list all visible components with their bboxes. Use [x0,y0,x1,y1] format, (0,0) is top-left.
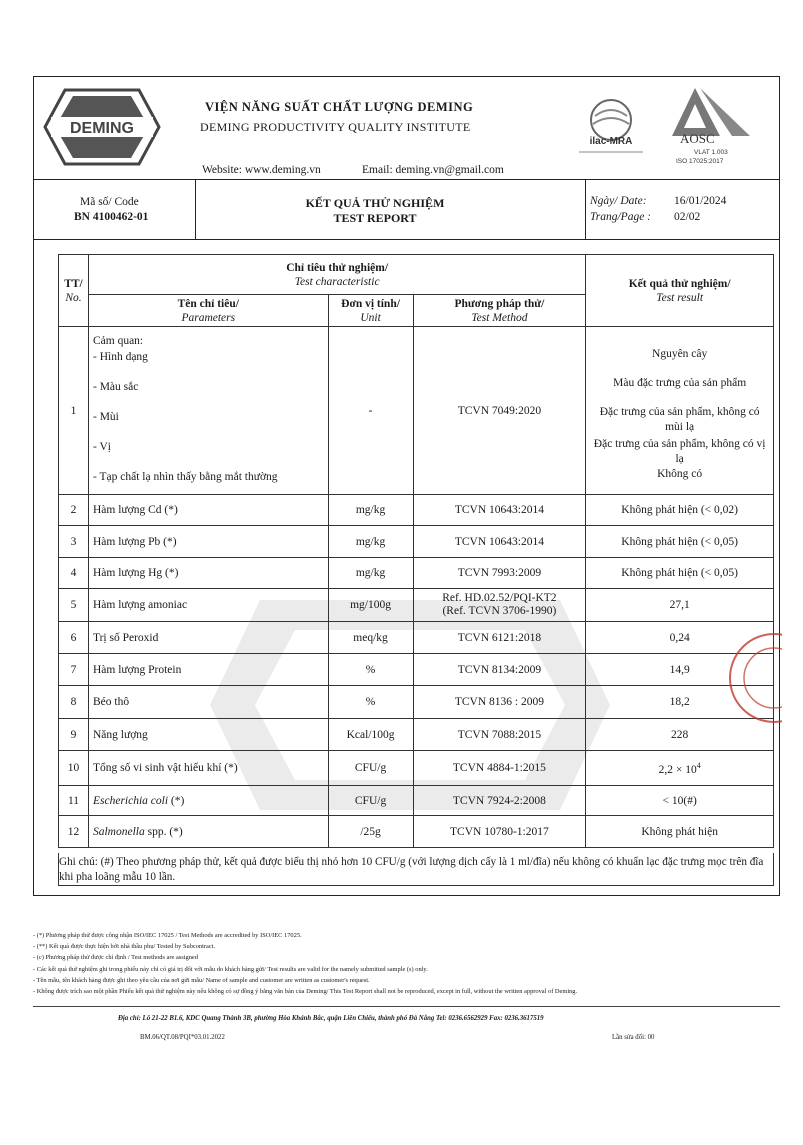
title-divider [33,239,780,240]
date-divider [585,179,586,239]
footer-address: Địa chỉ: Lô 21-22 B1.6, KDC Quang Thành 3B, phường Hòa Khánh Bắc, quận Liên Chiểu, thành phố Đà Nẵng Tel: 0236.6562929 Fax: 0236.3617519 [118,1015,544,1022]
table-row: 6 Trị số Peroxid meq/kg TCVN 6121:2018 0,24 [59,622,774,654]
ilac-text: ilac-MRA [589,136,633,147]
page-label: Trang/Page : [590,211,652,223]
table-row: 7 Hàm lượng Protein % TCVN 8134:2009 14,9 [59,654,774,686]
table-row: 9 Năng lượng Kcal/100g TCVN 7088:2015 228 [59,719,774,751]
logo-text: DEMING [70,120,134,137]
table-note: Ghi chú: (#) Theo phương pháp thử, kết quả được biểu thị nhỏ hơn 10 CFU/g (với lượng dịch cấy là 1 ml/đĩa) nếu không có khuẩn lạc đặc trưng mọc trên đĩa khi pha loãng mẫu 10 lần. [58,853,774,886]
ilac-mra-logo [573,96,649,158]
aosc-text: AOSC [680,131,715,146]
sensory-params: Cảm quan: - Hình dạng - Màu sắc - Mùi - Vị - Tạp chất lạ nhìn thấy bằng mắt thường [88,327,328,495]
table-row: 3 Hàm lượng Pb (*) mg/kg TCVN 10643:2014 Không phát hiện (< 0,05) [59,526,774,558]
iso-text: ISO 17025:2017 [676,158,724,165]
code-value: BN 4100462-01 [74,211,149,223]
table-row: 10 Tổng số vi sinh vật hiếu khí (*) CFU/g TCVN 4884-1:2015 $2,2 \times 10^4$ [59,751,774,786]
report-title-en: TEST REPORT [333,211,417,225]
header-characteristic: Chỉ tiêu thử nghiệm/ Test characteristic [88,255,585,295]
header-parameters: Tên chỉ tiêu/ Parameters [88,295,328,327]
table-row: 11 Escherichia coli (*) CFU/g TCVN 7924-2:2008 < 10(#) [59,786,774,816]
row-no: 1 [59,327,89,495]
header-result: Kết quả thử nghiệm/ Test result [586,255,774,327]
date-value: 16/01/2024 [674,195,727,207]
table-row [59,327,774,495]
table-row: 12 Salmonella spp. (*) /25g TCVN 10780-1:2017 Không phát hiện [59,816,774,848]
sensory-results: Nguyên cây Màu đặc trưng của sản phẩm Đặc trưng của sản phẩm, không có mùi lạ Đặc trưng của sản phẩm, không có vị lạ Không có [586,327,774,495]
date-label: Ngày/ Date: [590,195,647,207]
header-method: Phương pháp thử/ Test Method [413,295,586,327]
aosc-logo [650,84,760,166]
deming-logo [43,86,161,168]
sensory-method: TCVN 7049:2020 [413,327,586,495]
table-row: 8 Béo thô % TCVN 8136 : 2009 18,2 [59,686,774,719]
page-value: 02/02 [674,211,701,223]
institute-name-vn: VIỆN NĂNG SUẤT CHẤT LƯỢNG DEMING [205,100,474,114]
website-text: Website: www.deming.vn [202,164,321,176]
header-divider [33,179,780,180]
footer-divider [33,1006,780,1007]
institute-name-en: DEMING PRODUCTIVITY QUALITY INSTITUTE [200,120,471,134]
header-no: TT/ No. [59,255,89,327]
form-code: BM.06/QT.08/PQI*03.01.2022 [140,1034,225,1041]
code-label: Mã số/ Code [80,196,139,208]
revision-text: Lần sửa đổi: 00 [612,1034,655,1041]
results-table [58,254,774,848]
table-row: 2 Hàm lượng Cd (*) mg/kg TCVN 10643:2014 Không phát hiện (< 0,02) [59,495,774,526]
table-row: 4 Hàm lượng Hg (*) mg/kg TCVN 7993:2009 Không phát hiện (< 0,05) [59,558,774,589]
vlat-text: VLAT 1.003 [694,149,728,156]
red-stamp [722,628,782,728]
code-divider [195,179,196,239]
report-title-vn: KẾT QUẢ THỬ NGHIỆM [305,196,445,210]
table-row: 5 Hàm lượng amoniac mg/100g Ref. HD.02.52/PQI-KT2 (Ref. TCVN 3706-1990) 27,1 [59,589,774,622]
email-text: Email: deming.vn@gmail.com [362,164,504,176]
header-unit: Đơn vị tính/ Unit [328,295,413,327]
sensory-unit: - [328,327,413,495]
footnotes: - (*) Phương pháp thử được công nhận ISO/IEC 17025 / Test Methods are accredited by ISO/IEC 17025. - (**) Kết quả được thực hiện bởi nhà thầu phụ/ Tested by Subcontract. - (c) Phương pháp thử được chỉ định / Test methods are assigned - Các kết quả thử nghiệm ghi trong phiếu này chỉ có giá trị đối với mẫu do khách hàng gửi/ Test results are valid for the namely submitted sample (s) only. - Tên mẫu, tên khách hàng được ghi theo yêu cầu của nơi gửi mẫu/ Name of sample and customer are written as customer's request. - Không được trích sao một phần Phiếu kết quả thử nghiệm này nếu không có sự đồng ý bằng văn bản của Deming/ This Test Report shall not be reproduced, except in full, without the written approval of Deming. [33,932,578,996]
